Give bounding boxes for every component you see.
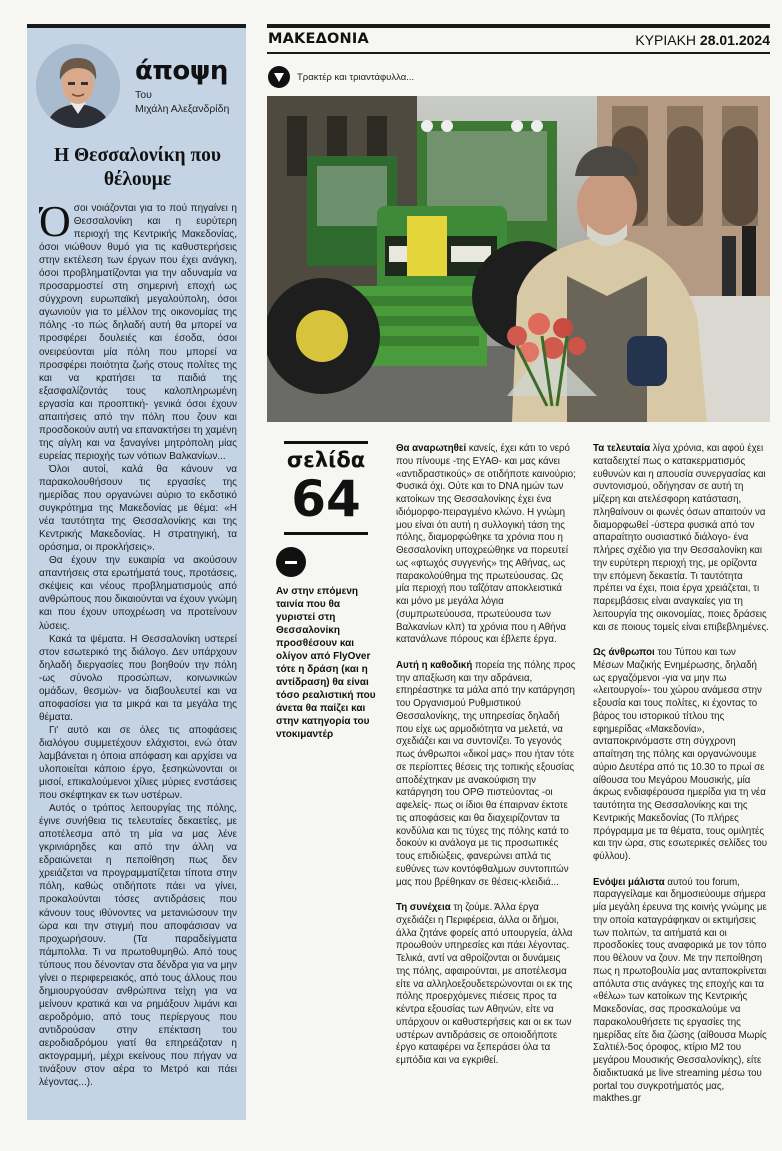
- masthead-top-rule: [267, 24, 770, 28]
- teaser-top-rule: [284, 441, 368, 444]
- article-paragraph: Ενόψει μάλιστα αυτού του forum, παραγγείλαμε και δημοσιεύουμε σήμερα μία μεγάλη έρευνα της κοινής γνώμης με την οποία καταγράφηκαν οι εκτιμήσεις των πολιτών, τα αιτήματά και οι προσδοκίες τους αναφορικά με τον τόπο που θέλουν να ζουν. Με την πεποίθηση πως η πρωτοβουλία μας ανταποκρίνεται απόλυτα στις ανάγκες της εποχής και τα «θέλω» των κατοίκων της Κεντρικής Μακεδονίας, σας προσκαλούμε να παρακολουθήσετε τις εργασίες της ημερίδας είτε δια ζώσης (αίθουσα Μωρίς Σαλτιέλ-5ος όροφος, κτίριο Μ2 του μεγάρου Μουσικής Θεσσαλονίκης), είτε διαδικτυακά με live streaming μέσω του portal του συγκροτήματός μας, makthes.gr: [593, 876, 767, 1105]
- paragraph-lead: Τη συνέχεια: [396, 902, 451, 913]
- opinion-paragraph: Όλοι αυτοί, καλά θα κάνουν να παρακολουθήσουν τις εργασίες της ημερίδας που οργανώνει αύριο το εκδοτικό συγκρότημα της Μακεδονίας με θέμα: «Η νέα ταυτότητα της Θεσσαλονίκης και της Κεντρικής Μακεδονίας. Η στρατηγική, τα ορόσημα, οι προκλήσεις».: [39, 463, 237, 554]
- paragraph-lead: Αυτή η καθοδική: [396, 659, 473, 671]
- tractor-photo: [267, 96, 770, 422]
- article-paragraph: Τη συνέχεια τη ζούμε. Άλλα έργα σχεδιάζει η Περιφέρεια, άλλα οι δήμοι, άλλα ζητάνε φορείς από υπουργεία, άλλα προωθούν υπηρεσίες και πάει λέγοντας. Τελικά, αντί να αθροίζονται οι δυνάμεις της πόλης, αφαιρούνται, με αποτέλεσμα είτε να αλληλοεξουδετερώνονται οι εκ της πόλης προερχόμενες πιέσεις προς τα κέντρα εξουσίας των Αθηνών, είτε να υπάρχουν οι καθυστερήσεις και οι εκ των υστέρων αντιδράσεις σε οποιοδήποτε έργο καταφέρει να ξεπεράσει όλα τα εμπόδια και να εγκριθεί.: [396, 902, 573, 1066]
- paragraph-lead: Τα τελευταία: [593, 443, 651, 454]
- paragraph-lead: Ως άνθρωποι: [593, 647, 655, 658]
- opinion-paragraph: Αυτός ο τρόπος λειτουργίας της πόλης, έγινε συνήθεια τις τελευταίες δεκαετίες, με αποτέλεσμα από τη μία να μας λένε γκρινιάρηδες και από την άλλη να εδραιώνεται η πεποίθηση πως δεν χρειάζεται να προγραμματίζεται τίποτα στην πόλη, καθώς οτιδήποτε πάει να γίνει, προκαλούνται τόσες αντιδράσεις που κάνουν τους ιθύνοντες να μετανιώσουν την ώρα και την στιγμή που αποφάσισαν να προχωρήσουν. (Τα παραδείγματα πάμπολλα. Τι να πρωτοθυμηθώ. Από τους τύπους που δένονταν στα δένδρα για να μην γίνει ο περιφερειακός, από τους άλλους που δημιουργούσαν ανθρώπινα τείχη για να μείνουν κρατικά και να ρημάξουν λιμάνι και αεροδρόμιο, από τους περίεργους που αντιδρούσαν στην επέκταση του αεροδιαδρόμου γιατί θα επηρεάζοταν η ακτογραμμή, μέχρι εκείνους που πήγαν να τινάξουν στον αέρα το Μετρό και πάει λέγοντας...).: [39, 803, 237, 1089]
- article-paragraph: Θα αναρωτηθεί κανείς, έχει κάτι το νερό που πίνουμε -της ΕΥΑΘ- και μας κάνει «αντιδραστικούς» σε οτιδήποτε καινούριο; Φυσικά όχι. Ούτε και το DNA ημών των κατοίκων της Θεσσαλονίκης έχει ένα ιδιόμορφο-πειραγμένο κλώνο. Η γνώμη μου είναι ότι αυτή η συλλογική τάση της πόλης, διαμορφώθηκε τα χρόνια που η Θεσσαλονίκη υποχρεώθηκε να πορευτεί ως «φτωχός συγγενής» της Αθήνας, ως παρακολούθημα της πρωτεύουσας. Ως μία περιοχή που ταΐζόταν αποκλειστικά και μόνο με μεγάλα λόγια (συμπρωτεύουσα, πρωτεύουσα των Βαλκανίων κλπ) τα χρόνια που η Αθήνα κατανάλωνε πόρους και έβλεπε έργα.: [396, 443, 576, 646]
- caption-triangle-icon: [268, 66, 290, 88]
- article-column-3: [593, 443, 769, 1129]
- opinion-title: Η Θεσσαλονίκη που θέλουμε: [53, 145, 222, 190]
- teaser-text: Αν στην επόμενη ταινία που θα γυριστεί στη Θεσσαλονίκη προσθέσουν και ολίγον από FlyOver τότε η δράση (και η αντίδραση) θα είναι τόσο ρεαλιστική που άνετα θα παίζει και στην κατηγορία του ντοκιμαντέρ: [276, 586, 376, 740]
- opinion-top-rule: [27, 24, 246, 28]
- masthead-bottom-rule: [267, 52, 770, 54]
- opinion-column: [27, 24, 246, 1120]
- teaser-bottom-rule: [284, 532, 368, 535]
- issue-date: [635, 32, 770, 48]
- opinion-paragraph: Κακά τα ψέματα. Η Θεσσαλονίκη υστερεί στον εσωτερικό της διάλογο. Δεν υπάρχουν δηλαδή διεργασίες που βοηθούν την πόλη -ως σύνολο προσώπων, κοινωνικών ομάδων, θεσμών- να διαβουλευτεί και να αποφασίσει για τα μικρά και τα μεγάλα της θέματα.: [39, 633, 237, 723]
- issue-day: ΚΥΡΙΑΚΗ: [635, 32, 697, 48]
- drop-cap: Ό: [39, 202, 71, 246]
- byline-author: Μιχάλη Αλεξανδρίδη: [135, 103, 230, 115]
- opinion-paragraph: Γι' αυτό και σε όλες τις αποφάσεις διαλόγου συμμετέχουν ελάχιστοι, ενώ όταν λαμβάνεται η όποια απόφαση και αρχίσει να υλοποιείται κάποιο έργο, ξεσηκώνονται οι μισοί, επικαλούμενοι χίλιες μύριες ενστάσεις που σκέφτηκαν εκ των υστέρων.: [39, 724, 237, 802]
- tractor-scene-icon: [267, 96, 770, 422]
- opinion-label: άποψη: [135, 56, 228, 86]
- article-paragraph: Αυτή η καθοδική πορεία της πόλης προς την απαξίωση και την αδράνεια, επηρέαστηκε τα μάλα από την κατάργηση του Οργανισμού Ρυθμιστικού Θεσσαλονίκης, της υπηρεσίας δηλαδή που είχε ως αρμοδιότητα να μελετά, να σχεδιάζει και να συντονίζει. Το γεγονός πως άνθρωποι «δικοί μας» που ήταν τότε σε περίοπτες θέσεις της τοπικής εξουσίας αποδέχτηκαν με ανακούφιση την κατάργηση του ΟΡΘ πιστεύοντας -οι αφελείς- πως οι ίδιοι θα έπαιρναν έκτοτε τις αποφάσεις και θα διαχειρίζονταν τα κονδύλια και τις τύχες της πόλης κατά το δοκούν κι ανάλογα με τις προσωπικές τους επιδιώξεις, φανερώνει απλά τις ευθύνες των κοντόφθαλμων συντοπιτών μας που βρέθηκαν σε θέσεις-κλειδιά...: [396, 659, 576, 888]
- opinion-paragraph: Όσοι νοιάζονται για το πού πηγαίνει η Θεσσαλονίκη και η ευρύτερη περιοχή της Κεντρικής Μακεδονίας, όσοι νιώθουν θυμό για τις καθυστερήσεις στην εκτέλεση των έργων που έχει ανάγκη, όσοι προβληματίζονται για την αδυναμία να προσαρμοστεί στη σημερινή εποχή ως σύγχρονη ευρωπαϊκή μεγαλούπολη, όσοι αγωνιούν για το μέλλον της οικονομίας της πόλης -το πώς δηλαδή αυτή θα μπορεί να προσφέρει δουλειές και έσοδα, όσοι ονειρεύονται μία πόλη που μπορεί να προσφέρει ποιότητα ζωής στους πολίτες της και να κρατήσει τα παιδιά της εξασφαλίζοντάς τους καλοπληρωμένη εργασία και προοπτική- γενικά όσοι έχουν απαιτήσεις από την πόλη που ζουν και προσδοκούν αυτή να επανακτήσει τη χαμένη της αίγλη και να ξαναγίνει μητρόπολη μίας ευρείας περιοχής των νότιων Βαλκανίων...: [39, 202, 237, 462]
- article-paragraph: Τα τελευταία λίγα χρόνια, και αφού έχει καταδειχτεί πως ο κατακερματισμός ευθυνών και η απουσία συνεργασίας και συντονισμού, οδήγησαν σε αυτή τη μίζερη και ατελέσφορη κατάσταση, πληθαίνουν οι φωνές όσων απαιτούν να διαμορφωθεί -ύστερα φυσικά από τον απαραίτητο ουσιαστικό διάλογο- ένα πλήρες σχέδιο για την Θεσσαλονίκη και την ευρύτερη περιοχή της, με ορίζοντα την επόμενη δεκαετία. Τι ταυτότητα πρέπει να έχει, ποια έργα χρειάζεται, τι παρεμβάσεις είναι αναγκαίες για τη λειτουργία της οικονομίας, ποιες δράσεις και σε ποιους τομείς είναι επιβεβλημένες.: [593, 443, 769, 633]
- opinion-body: [39, 202, 237, 1112]
- opinion-paragraph: Θα έχουν την ευκαιρία να ακούσουν απαντήσεις στα ερωτήματά τους, προτάσεις, σκέψεις και νέους προβληματισμούς από ανθρώπους που δικαιούνται να έχουν γνώμη και που έχουν υποχρέωση να προτείνουν λύσεις.: [39, 555, 237, 632]
- article-column-2: [396, 443, 576, 1129]
- author-portrait-icon: [36, 44, 120, 128]
- byline-prefix: Του: [135, 89, 152, 101]
- section-name: ΜΑΚΕΔΟΝΙΑ: [268, 31, 369, 47]
- teaser-page-number: 64: [291, 470, 361, 528]
- issue-date-value: 28.01.2024: [699, 32, 770, 48]
- paragraph-lead: Θα αναρωτηθεί: [396, 443, 467, 454]
- paragraph-lead: Ενόψει μάλιστα: [593, 876, 665, 888]
- minus-bullet-icon: [276, 547, 306, 577]
- article-paragraph: Ως άνθρωποι του Τύπου και των Μέσων Μαζικής Ενημέρωσης, δηλαδή ως εργαζόμενοι -για να μην πω «λειτουργοί»- του χώρου ανάμεσα στην εξουσία και τους πολίτες, κι έχοντας το βάρος του ιστορικού τίτλου της εφημερίδας «Μακεδονία», ανταποκρινόμαστε στη σύγχρονη απαίτηση της πόλης και οργανώνουμε αύριο Δευτέρα από τις 10.30 το πρωί σε αίθουσα του Μεγάρου Μουσικής, μία άκρως ενδιαφέρουσα ημερίδα για τη νέα ταυτότητα της Θεσσαλονίκης και της Κεντρικής Μακεδονίας (Το πλήρες πρόγραμμα με τα θέματα, τους ομιλητές και την ώρα, στις εσωτερικές σελίδες του φύλλου).: [593, 647, 768, 862]
- author-portrait: [36, 44, 120, 128]
- teaser-page-label: σελίδα: [286, 448, 366, 472]
- photo-caption: Τρακτέρ και τριαντάφυλλα...: [297, 72, 415, 83]
